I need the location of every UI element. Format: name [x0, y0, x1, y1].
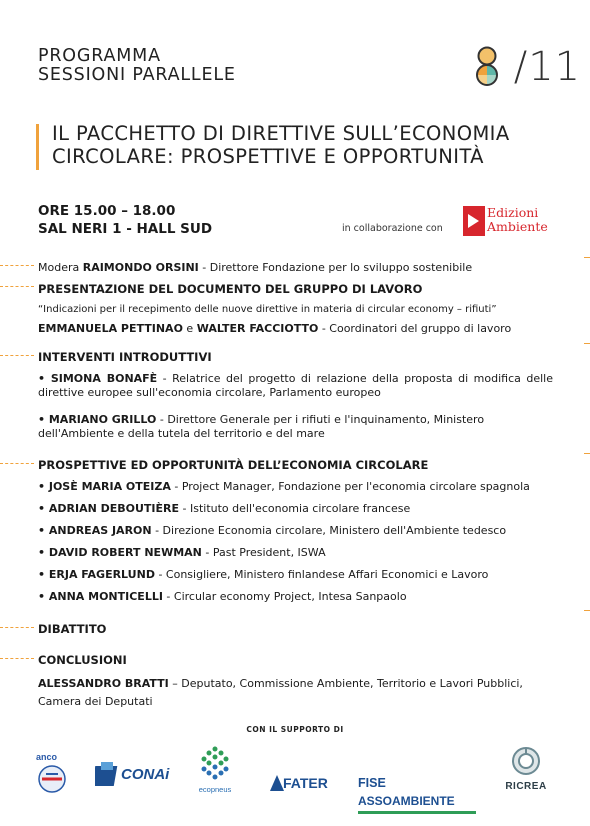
prospects-item-name: • DAVID ROBERT NEWMAN — [38, 546, 202, 559]
divider-right — [584, 257, 590, 258]
prospects-item-name: • ANDREAS JARON — [38, 524, 152, 537]
ecopneus-mark-icon — [195, 745, 235, 781]
debate-heading: DIBATTITO — [38, 622, 107, 636]
divider-left — [0, 627, 34, 628]
anco-logo-text: anco — [36, 752, 58, 762]
intro-heading: INTERVENTI INTRODUTTIVI — [38, 350, 212, 364]
fise-assoambiente-logo — [358, 774, 483, 808]
ecopneus-logo — [190, 745, 240, 797]
edizioni-ambiente-line2: Ambiente — [487, 219, 548, 234]
divider-left — [0, 355, 34, 356]
presentation-quote: “Indicazioni per il recepimento delle nuove direttive in materia di circular economy – rifiuti” — [38, 304, 497, 315]
conclusions-speaker — [38, 675, 553, 711]
prospects-heading: PROSPETTIVE ED OPPORTUNITÀ DELL’ECONOMIA CIRCOLARE — [38, 458, 429, 472]
divider-right — [584, 343, 590, 344]
divider-left — [0, 265, 34, 266]
presentation-speakers — [38, 322, 553, 336]
fater-logo — [270, 775, 340, 795]
speaker-pettinao: EMMANUELA PETTINAO — [38, 322, 183, 335]
prospects-item-role: - Circular economy Project, Intesa Sanpaolo — [162, 590, 407, 603]
prospects-item-name: • JOSÈ MARIA OTEIZA — [38, 480, 171, 493]
intro-item-name: • SIMONA BONAFÈ — [38, 372, 158, 385]
session-title-line2: CIRCOLARE: PROSPETTIVE E OPPORTUNITÀ — [52, 145, 484, 168]
program-heading — [38, 47, 236, 85]
prospects-item — [38, 546, 553, 560]
intro-item-role: - Relatrice del progetto di relazione della proposta di modifica delle direttive europee sull'economia circolare, Parlamento europeo — [38, 372, 553, 399]
prospects-item — [38, 524, 553, 538]
program-heading-line1: PROGRAMMA — [38, 46, 161, 66]
speaker-facciotto: WALTER FACCIOTTO — [196, 322, 319, 335]
divider-right — [584, 610, 590, 611]
ricrea-mark-icon — [511, 746, 541, 776]
conclusions-heading: CONCLUSIONI — [38, 653, 127, 667]
date-day-graphic — [474, 46, 500, 86]
moderator-line — [38, 261, 553, 275]
session-schedule — [38, 202, 212, 238]
intro-item-role: - Direttore Generale per i rifiuti e l'inquinamento, Ministero dell'Ambiente e della tutela del territorio e del mare — [38, 413, 485, 440]
edizioni-ambiente-mark-icon — [463, 206, 485, 236]
session-title-line1: IL PACCHETTO DI DIRETTIVE SULL’ECONOMIA — [52, 122, 510, 145]
divider-left — [0, 463, 34, 464]
edizioni-ambiente-logo — [463, 206, 551, 236]
support-label: CON IL SUPPORTO DI — [246, 725, 344, 734]
moderator-prefix: Modera — [38, 261, 83, 274]
prospects-item-name: • ANNA MONTICELLI — [38, 590, 163, 603]
fater-logo-text: FATER — [283, 775, 328, 791]
conclusions-name: ALESSANDRO BRATTI — [38, 677, 169, 690]
session-time: ORE 15.00 – 18.00 — [38, 203, 176, 219]
anco-logo — [36, 752, 76, 796]
fise-underline — [358, 811, 476, 814]
fise-logo-text: FISE — [358, 776, 386, 790]
ricrea-logo — [498, 746, 554, 798]
date-day — [474, 44, 514, 90]
edizioni-ambiente-line1: Edizioni — [487, 205, 539, 220]
divider-right — [584, 453, 590, 454]
divider-left — [0, 286, 34, 287]
conclusions-role: – Deputato, Commissione Ambiente, Territorio e Lavori Pubblici, Camera dei Deputati — [38, 677, 523, 708]
conai-logo-text: CONAi — [121, 766, 170, 783]
intro-item-name: • MARIANO GRILLO — [38, 413, 157, 426]
ricrea-logo-text: RICREA — [505, 781, 547, 792]
prospects-item — [38, 502, 553, 516]
prospects-item-name: • ADRIAN DEBOUTIÈRE — [38, 502, 180, 515]
presentation-heading: PRESENTAZIONE DEL DOCUMENTO DEL GRUPPO DI LAVORO — [38, 282, 423, 296]
session-room: SAL NERI 1 - HALL SUD — [38, 221, 213, 237]
assoambiente-logo-text: ASSOAMBIENTE — [358, 794, 455, 808]
program-heading-line2: SESSIONI PARALLELE — [38, 65, 236, 85]
prospects-item-role: - Istituto dell'economia circolare francese — [179, 502, 411, 515]
session-title — [52, 122, 572, 168]
collab-text: in collaborazione con — [342, 223, 443, 234]
conai-logo — [95, 762, 170, 798]
moderator-name: RAIMONDO ORSINI — [82, 261, 199, 274]
prospects-item-name: • ERJA FAGERLUND — [38, 568, 155, 581]
prospects-item — [38, 590, 553, 604]
title-accent-bar — [36, 124, 39, 170]
speaker-and: e — [182, 322, 197, 335]
prospects-item-role: - Consigliere, Ministero finlandese Affari Economici e Lavoro — [154, 568, 489, 581]
prospects-item — [38, 568, 553, 582]
moderator-role: - Direttore Fondazione per lo sviluppo sostenibile — [198, 261, 473, 274]
fater-mark-icon — [270, 775, 284, 791]
intro-item — [38, 413, 553, 441]
prospects-item-role: - Direzione Economia circolare, Ministero dell'Ambiente tedesco — [151, 524, 507, 537]
presentation-role: - Coordinatori del gruppo di lavoro — [318, 322, 512, 335]
date-separator: / — [513, 44, 529, 90]
prospects-item-role: - Past President, ISWA — [201, 546, 326, 559]
conai-mark-icon — [95, 762, 121, 788]
intro-item — [38, 372, 553, 400]
anco-emblem-icon — [36, 764, 68, 794]
date-month: 11 — [528, 44, 582, 90]
prospects-item-role: - Project Manager, Fondazione per l'economia circolare spagnola — [170, 480, 530, 493]
event-date — [474, 44, 581, 90]
divider-left — [0, 658, 34, 659]
prospects-item — [38, 480, 553, 494]
ecopneus-logo-text: ecopneus — [198, 785, 232, 794]
